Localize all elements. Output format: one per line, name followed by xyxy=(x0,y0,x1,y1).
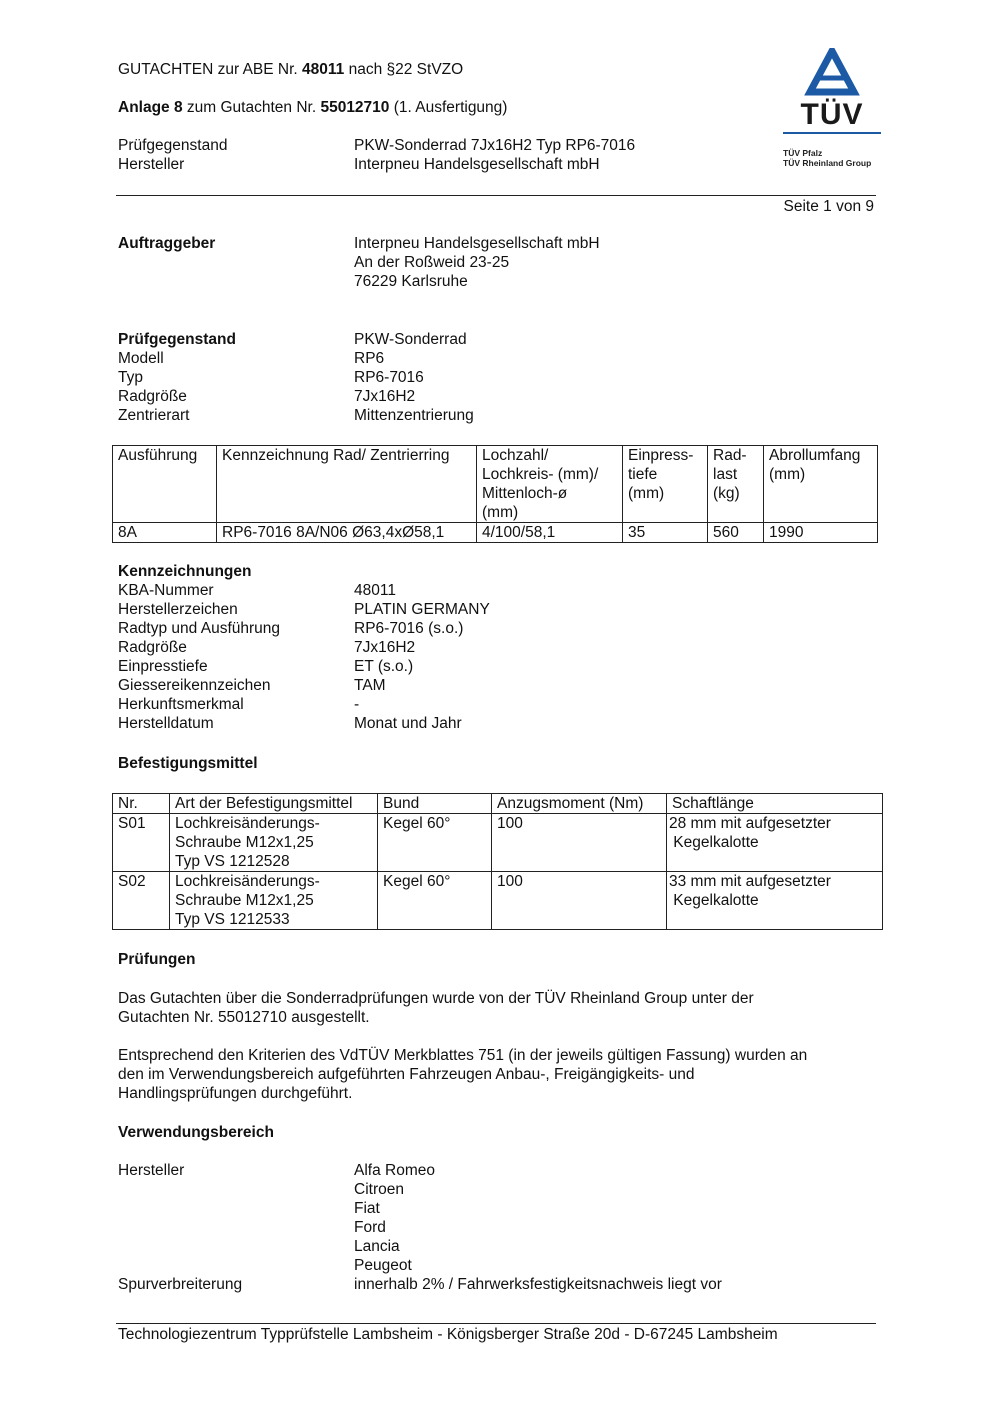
footer-divider xyxy=(116,1323,876,1324)
table-header-cell: Ausführung xyxy=(113,446,217,523)
logo-bar xyxy=(783,132,881,134)
list-item: Ford xyxy=(354,1219,386,1236)
pruefungen-paragraph-1: Das Gutachten über die Sonderradprüfungen wurde von der TÜV Rheinland Group unter der Gutachten Nr. 55012710 ausgestellt. xyxy=(118,990,754,1026)
table-header-cell: Rad- last (kg) xyxy=(708,446,764,523)
table-cell: Kegel 60° xyxy=(378,814,492,872)
doc-title: GUTACHTEN zur ABE Nr. 48011 nach §22 StVZO xyxy=(118,61,464,78)
tuv-triangle-icon xyxy=(780,48,884,100)
table-header-cell: Nr. xyxy=(113,794,170,814)
befestigung-title: Befestigungsmittel xyxy=(118,755,258,772)
table-header-cell: Einpress- tiefe (mm) xyxy=(623,446,708,523)
tuv-logo xyxy=(780,48,884,172)
table-cell: 33 mm mit aufgesetzter Kegelkalotte xyxy=(667,872,883,930)
table-header-cell: Schaftlänge xyxy=(667,794,883,814)
table-cell: Lochkreisänderungs- Schraube M12x1,25 Typ VS 1212528 xyxy=(170,814,378,872)
table-cell: 28 mm mit aufgesetzter Kegelkalotte xyxy=(667,814,883,872)
header-divider xyxy=(116,195,876,196)
table-row xyxy=(113,872,883,930)
footer-text: Technologiezentrum Typprüfstelle Lambsheim - Königsberger Straße 20d - D-67245 Lambsheim xyxy=(118,1326,778,1343)
table-header-cell: Anzugsmoment (Nm) xyxy=(492,794,667,814)
list-item: Peugeot xyxy=(354,1257,412,1274)
pruefungen-paragraph-2: Entsprechend den Kriterien des VdTÜV Merkblattes 751 (in der jeweils gültigen Fassung) wurden an den im Verwendungsbereich aufgeführten Fahrzeugen Anbau-, Freigängigkeits- und Handlingsprüfungen durchgeführt. xyxy=(118,1047,808,1102)
pruefungen-title: Prüfungen xyxy=(118,951,196,968)
table-header-cell: Art der Befestigungsmittel xyxy=(170,794,378,814)
table-cell: 8A xyxy=(113,523,217,543)
table-cell: 100 xyxy=(492,814,667,872)
table-cell: 100 xyxy=(492,872,667,930)
logo-subtitle: TÜV Pfalz TÜV Rheinland Group xyxy=(783,148,872,168)
logo-text: TÜV xyxy=(800,98,864,131)
list-item: Fiat xyxy=(354,1200,380,1217)
table-cell: S01 xyxy=(113,814,170,872)
table-cell: 1990 xyxy=(764,523,878,543)
befestigung-table xyxy=(112,793,883,930)
table-header-cell: Abrollumfang (mm) xyxy=(764,446,878,523)
table-header-cell: Kennzeichnung Rad/ Zentrierring xyxy=(217,446,477,523)
list-item: Citroen xyxy=(354,1181,404,1198)
table-cell: 4/100/58,1 xyxy=(477,523,623,543)
table-row xyxy=(113,814,883,872)
table-cell: RP6-7016 8A/N06 Ø63,4xØ58,1 xyxy=(217,523,477,543)
list-item: Alfa Romeo xyxy=(354,1162,435,1179)
table-cell: 35 xyxy=(623,523,708,543)
ausfuehrung-table xyxy=(112,445,878,543)
table-row xyxy=(113,523,878,543)
table-cell: 560 xyxy=(708,523,764,543)
table-header-row xyxy=(113,794,883,814)
list-item: Lancia xyxy=(354,1238,400,1255)
table-header-cell: Bund xyxy=(378,794,492,814)
table-cell: Kegel 60° xyxy=(378,872,492,930)
table-header-row xyxy=(113,446,878,523)
page-number: Seite 1 von 9 xyxy=(783,198,874,215)
table-header-cell: Lochzahl/ Lochkreis- (mm)/ Mittenloch-ø (mm) xyxy=(477,446,623,523)
doc-subtitle: Anlage 8 zum Gutachten Nr. 55012710 (1. Ausfertigung) xyxy=(118,99,508,116)
table-cell: S02 xyxy=(113,872,170,930)
verwendung-title: Verwendungsbereich xyxy=(118,1124,274,1141)
table-cell: Lochkreisänderungs- Schraube M12x1,25 Typ VS 1212533 xyxy=(170,872,378,930)
